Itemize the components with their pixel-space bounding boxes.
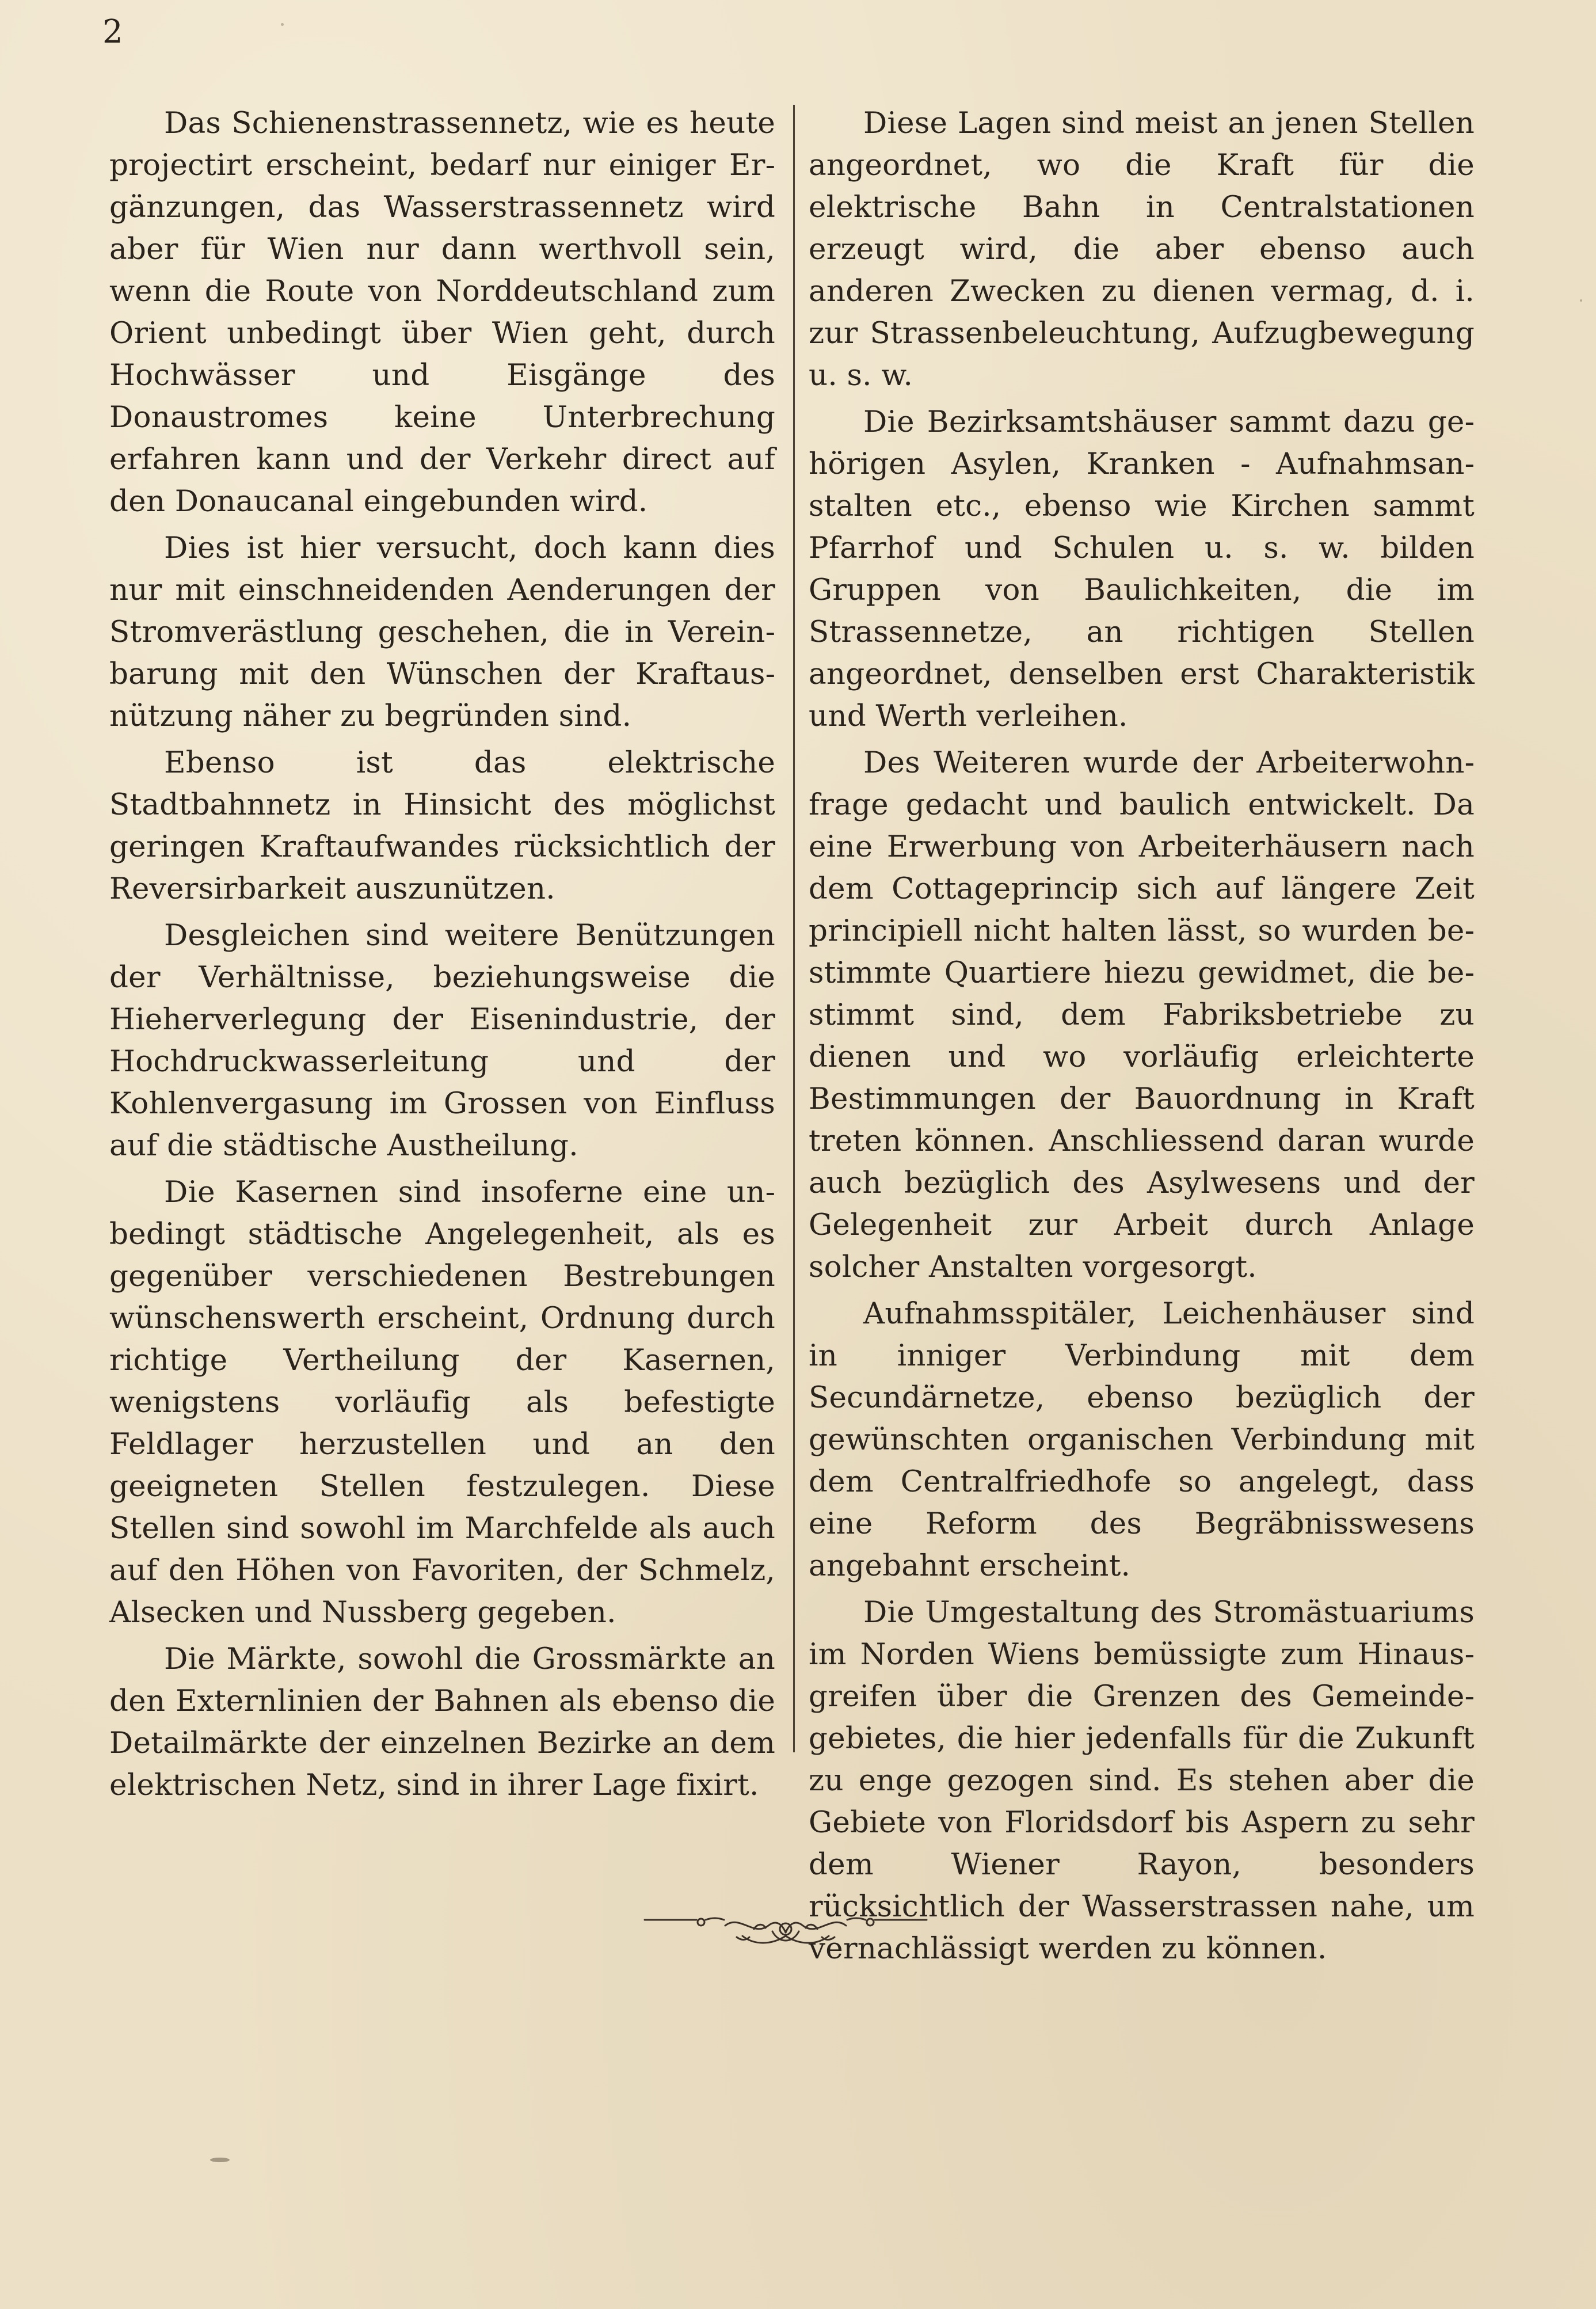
paragraph: Dies ist hier versucht, doch kann dies nur mit einschneidenden Aenderungen der Stromverästlung geschehen, die in Vereinbarung mit den Wünschen der Kraftausnützung näher zu begründen sind.	[109, 531, 775, 733]
paragraph: Die Kasernen sind insoferne eine unbedingt städtische Angelegenheit, als es gegenüber verschiedenen Bestrebungen wünschenswerth erscheint, Ordnung durch richtige Vertheilung der Kasernen, wenigstens vorläufig als befestigte Feldlager herzustellen und an den geeigneten Stellen festzulegen. Diese Stellen sind sowohl im Marchfelde als auch auf den Höhen von Favoriten, der Schmelz, Alsecken und Nussberg gegeben.	[109, 1175, 775, 1630]
left-column	[109, 102, 775, 1806]
paragraph: Die Märkte, sowohl die Grossmärkte an den Externlinien der Bahnen als ebenso die Detailmärkte der einzelnen Bezirke an dem elektrischen Netz, sind in ihrer Lage fixirt.	[109, 1642, 775, 1802]
paragraph: Diese Lagen sind meist an jenen Stellen angeordnet, wo die Kraft für die elektrische Bahn in Centralstationen erzeugt wird, die aber ebenso auch anderen Zwecken zu dienen vermag, d. i. zur Strassenbeleuchtung, Aufzugbewegung u. s. w.	[809, 106, 1475, 393]
right-column	[809, 102, 1475, 1970]
paragraph: Des Weiteren wurde der Arbeiterwohnfrage gedacht und baulich entwickelt. Da eine Erwerbung von Arbeiterhäusern nach dem Cottageprincip sich auf längere Zeit principiell nicht halten lässt, so wurden bestimmte Quartiere hiezu gewidmet, die bestimmt sind, dem Fabriksbetriebe zu dienen und wo vorläufig erleichterte Bestimmungen der Bauordnung in Kraft treten können. Anschliessend daran wurde auch bezüglich des Asylwesens und der Gelegenheit zur Arbeit durch Anlage solcher Anstalten vorgesorgt.	[809, 745, 1475, 1284]
paragraph: Die Umgestaltung des Stromästuariums im Norden Wiens bemüssigte zum Hinausgreifen über die Grenzen des Gemeindegebietes, die hier jedenfalls für die Zukunft zu enge gezogen sind. Es stehen aber die Gebiete von Floridsdorf bis Aspern zu sehr dem Wiener Rayon, besonders rücksichtlich der Wasserstrassen nahe, um vernachlässigt werden zu können.	[809, 1595, 1475, 1966]
paragraph: Ebenso ist das elektrische Stadtbahnnetz in Hinsicht des möglichst geringen Kraftaufwandes rücksichtlich der Reversirbarkeit auszunützen.	[109, 745, 775, 906]
paragraph: Aufnahmsspitäler, Leichenhäuser sind in inniger Verbindung mit dem Secundärnetze, ebenso bezüglich der gewünschten organischen Verbindung mit dem Centralfriedhofe so angelegt, dass eine Reform des Begräbnisswesens angebahnt erscheint.	[809, 1296, 1475, 1583]
page-number: 2	[102, 13, 123, 51]
paper-speck	[1580, 299, 1582, 302]
paragraph: Desgleichen sind weitere Benützungen der Verhältnisse, beziehungsweise die Hieherverlegung der Eisenindustrie, der Hochdruckwasserleitung und der Kohlenvergasung im Grossen von Einfluss auf die städtische Austheilung.	[109, 918, 775, 1163]
fleuron-ornament-icon	[639, 1903, 932, 1954]
column-divider	[793, 105, 795, 1752]
paragraph: Die Bezirksamtshäuser sammt dazu gehörigen Asylen, Kranken - Aufnahmsanstalten etc., ebenso wie Kirchen sammt Pfarrhof und Schulen u. s. w. bilden Gruppen von Baulichkeiten, die im Strassennetze, an richtigen Stellen angeordnet, denselben erst Charakteristik und Werth verleihen.	[809, 405, 1475, 733]
paper-speck	[281, 23, 284, 26]
paper-speck	[210, 2158, 230, 2162]
paragraph: Das Schienenstrassennetz, wie es heute projectirt erscheint, bedarf nur einiger Ergänzungen, das Wasserstrassennetz wird aber für Wien nur dann werthvoll sein, wenn die Route von Norddeutschland zum Orient unbedingt über Wien geht, durch Hochwässer und Eisgänge des Donaustromes keine Unterbrechung erfahren kann und der Verkehr direct auf den Donaucanal eingebunden wird.	[109, 106, 775, 519]
